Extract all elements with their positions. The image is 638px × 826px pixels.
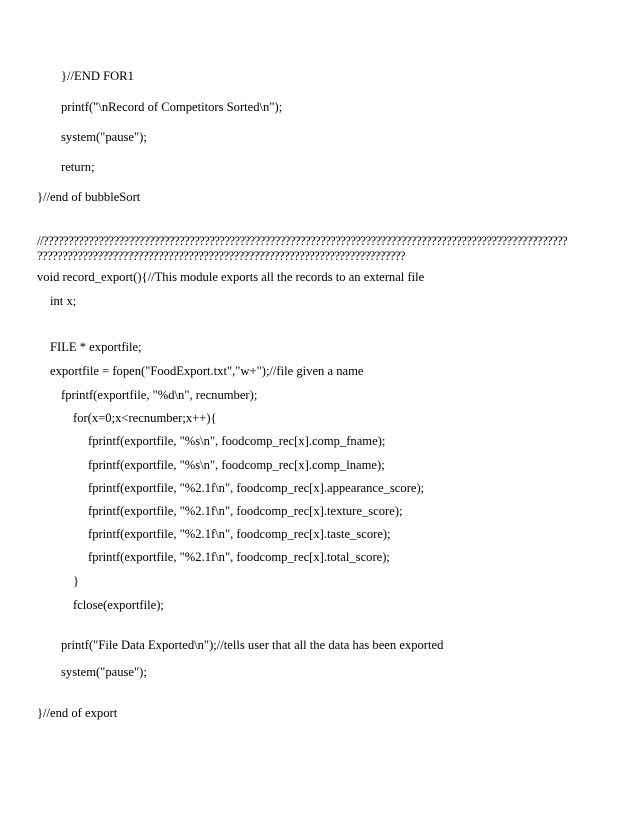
- separator-comment-line-1: //????????????????????????????????????????????????????????????????????????????????????????????????????????: [37, 234, 568, 248]
- code-line-fprintf-appearance: fprintf(exportfile, "%2.1f\n", foodcomp_rec[x].appearance_score);: [88, 481, 425, 495]
- code-line-return: return;: [61, 160, 95, 174]
- code-line-fprintf-taste: fprintf(exportfile, "%2.1f\n", foodcomp_rec[x].taste_score);: [88, 527, 391, 541]
- code-line-fprintf-texture: fprintf(exportfile, "%2.1f\n", foodcomp_rec[x].texture_score);: [88, 504, 403, 518]
- code-line-file-decl: FILE * exportfile;: [50, 340, 142, 354]
- code-line-end-export: }//end of export: [37, 706, 118, 720]
- code-line-int-x: int x;: [50, 294, 77, 308]
- code-line-record-export-signature: void record_export(){//This module exports all the records to an external file: [37, 270, 425, 284]
- code-line-end-for1: }//END FOR1: [61, 69, 134, 83]
- code-line-fprintf-lname: fprintf(exportfile, "%s\n", foodcomp_rec[x].comp_lname);: [88, 458, 385, 472]
- code-line-system-pause-2: system("pause");: [61, 665, 147, 679]
- code-line-end-bubblesort: }//end of bubbleSort: [37, 190, 141, 204]
- separator-comment-line-2: ?????????????????????????????????????????????????????????????????????????: [37, 249, 405, 263]
- code-line-fprintf-total: fprintf(exportfile, "%2.1f\n", foodcomp_rec[x].total_score);: [88, 550, 390, 564]
- code-line-fprintf-recnumber: fprintf(exportfile, "%d\n", recnumber);: [61, 388, 258, 402]
- code-line-printf-exported: printf("File Data Exported\n");//tells user that all the data has been exported: [61, 638, 444, 652]
- code-line-fclose: fclose(exportfile);: [73, 598, 164, 612]
- code-line-fprintf-fname: fprintf(exportfile, "%s\n", foodcomp_rec[x].comp_fname);: [88, 434, 386, 448]
- code-line-fopen: exportfile = fopen("FoodExport.txt","w+");//file given a name: [50, 364, 364, 378]
- code-line-for-loop: for(x=0;x<recnumber;x++){: [73, 411, 217, 425]
- code-line-close-brace: }: [73, 574, 80, 588]
- code-line-printf-sorted: printf("\nRecord of Competitors Sorted\n");: [61, 100, 283, 114]
- code-line-system-pause: system("pause");: [61, 130, 147, 144]
